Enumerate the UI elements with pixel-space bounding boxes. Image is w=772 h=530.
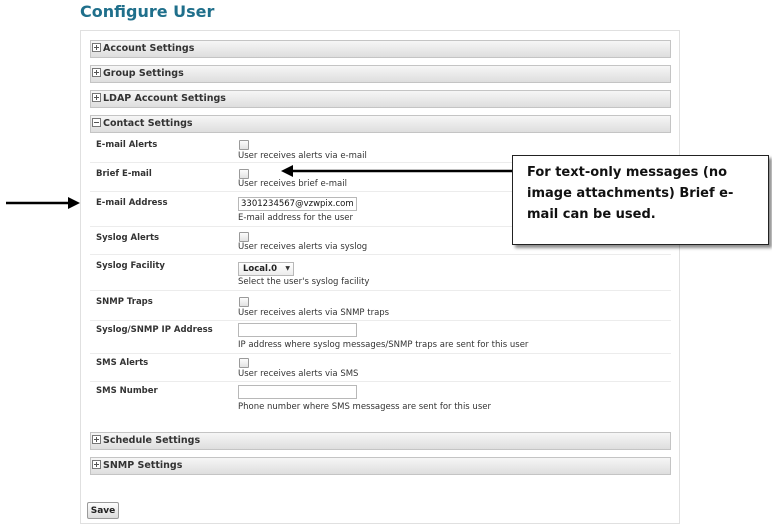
section-label: Account Settings	[103, 43, 195, 54]
syslog-facility-row	[90, 254, 671, 291]
email-alerts-help: User receives alerts via e-mail	[238, 151, 367, 161]
syslog-facility-help: Select the user's syslog facility	[238, 277, 370, 287]
email-alerts-label: E-mail Alerts	[96, 140, 158, 150]
syslog-facility-label: Syslog Facility	[96, 261, 165, 271]
sms-alerts-checkbox[interactable]	[239, 358, 249, 368]
syslog-snmp-ip-row	[90, 320, 671, 354]
sms-number-help: Phone number where SMS messagess are sent for this user	[238, 402, 491, 412]
plus-box-icon	[92, 43, 101, 52]
syslog-snmp-ip-label: Syslog/SNMP IP Address	[96, 325, 213, 335]
caret-down-icon: ▼	[285, 265, 290, 272]
syslog-facility-select[interactable]	[238, 262, 294, 276]
snmp-traps-checkbox[interactable]	[239, 297, 249, 307]
section-label: SNMP Settings	[103, 460, 183, 471]
minus-box-icon	[92, 118, 101, 127]
arrow-to-email-address	[6, 197, 80, 209]
brief-email-checkbox[interactable]	[239, 169, 249, 179]
section-group-settings[interactable]	[90, 65, 671, 83]
plus-box-icon	[92, 460, 101, 469]
callout-line: mail can be used.	[527, 207, 656, 222]
plus-box-icon	[92, 435, 101, 444]
callout-line: For text-only messages (no	[527, 165, 728, 180]
email-address-help: E-mail address for the user	[238, 213, 354, 223]
sms-alerts-row	[90, 353, 671, 382]
sms-number-input[interactable]	[238, 385, 357, 399]
plus-box-icon	[92, 93, 101, 102]
save-button[interactable]: Save	[87, 502, 119, 519]
syslog-alerts-label: Syslog Alerts	[96, 233, 160, 243]
section-account-settings[interactable]	[90, 40, 671, 58]
page-title: Configure User	[80, 2, 215, 21]
syslog-alerts-checkbox[interactable]	[239, 232, 249, 242]
sms-number-row	[90, 381, 671, 419]
brief-email-help: User receives brief e-mail	[238, 179, 347, 189]
snmp-traps-label: SNMP Traps	[96, 297, 153, 307]
brief-email-label: Brief E-mail	[96, 169, 152, 179]
section-ldap-account-settings[interactable]	[90, 90, 671, 108]
callout-line: image attachments) Brief e-	[527, 186, 734, 201]
section-label: Contact Settings	[103, 118, 193, 129]
syslog-facility-value: Local.0	[243, 264, 278, 274]
plus-box-icon	[92, 68, 101, 77]
syslog-snmp-ip-help: IP address where syslog messages/SNMP traps are sent for this user	[238, 340, 529, 350]
sms-alerts-help: User receives alerts via SMS	[238, 369, 359, 379]
email-address-input[interactable]: 3301234567@vzwpix.com	[238, 197, 357, 211]
section-label: Schedule Settings	[103, 435, 201, 446]
syslog-snmp-ip-input[interactable]	[238, 323, 357, 337]
section-label: Group Settings	[103, 68, 184, 79]
settings-panel	[80, 30, 680, 524]
syslog-alerts-help: User receives alerts via syslog	[238, 242, 368, 252]
section-label: LDAP Account Settings	[103, 93, 226, 104]
sms-number-label: SMS Number	[96, 386, 158, 396]
snmp-traps-help: User receives alerts via SNMP traps	[238, 308, 390, 318]
annotation-callout	[512, 155, 769, 245]
section-schedule-settings[interactable]	[90, 432, 671, 450]
section-snmp-settings[interactable]	[90, 457, 671, 475]
email-address-label: E-mail Address	[96, 198, 168, 208]
sms-alerts-label: SMS Alerts	[96, 358, 149, 368]
snmp-traps-row	[90, 290, 671, 321]
email-alerts-checkbox[interactable]	[239, 140, 249, 150]
